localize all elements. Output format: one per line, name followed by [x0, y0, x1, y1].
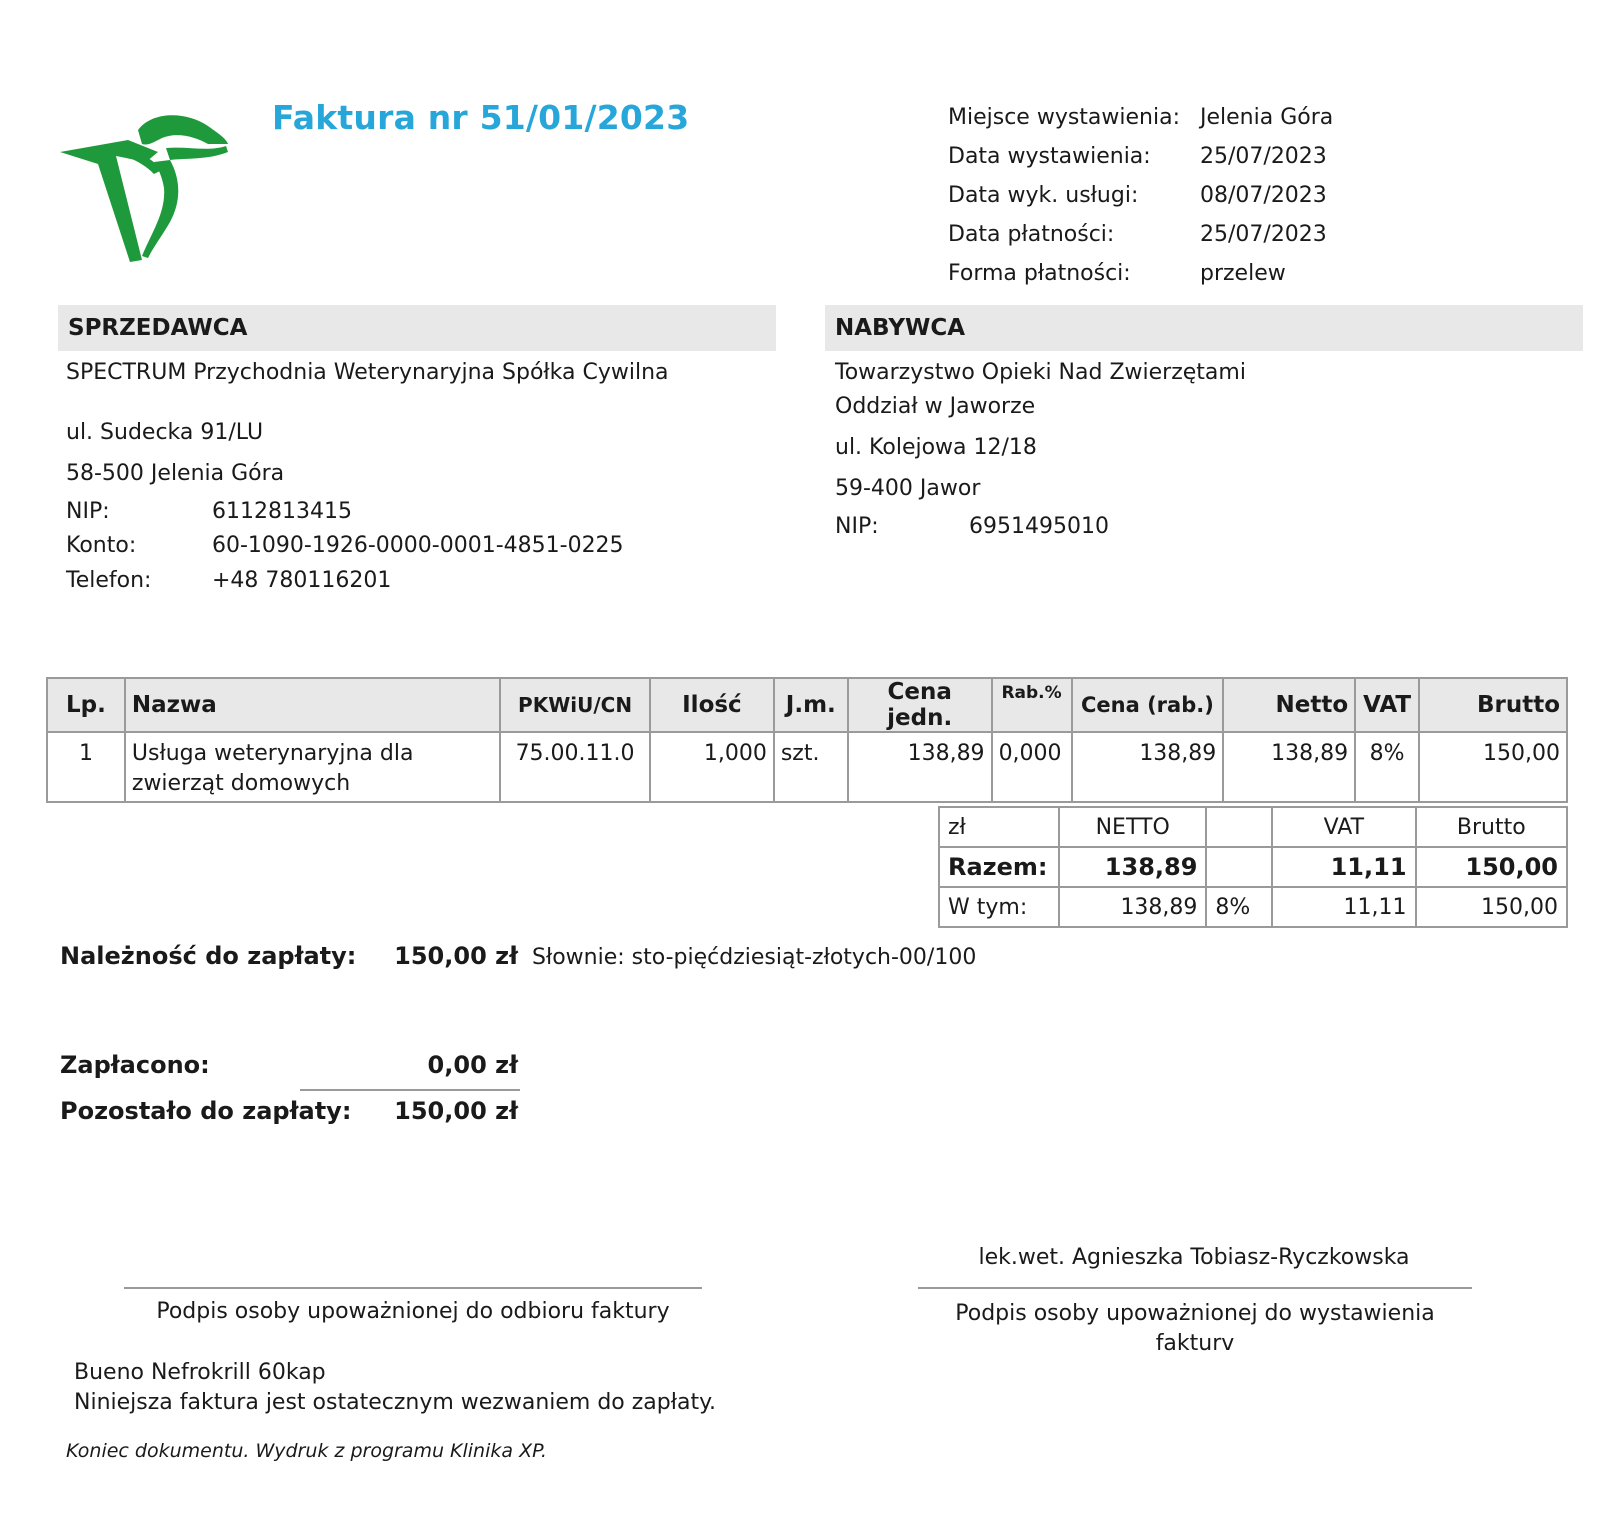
summary-total-blank	[1206, 847, 1272, 887]
col-jm: J.m.	[774, 678, 848, 732]
note-line1: Bueno Nefrokrill 60kap	[74, 1360, 326, 1385]
summary-total-brutto: 150,00	[1416, 847, 1567, 887]
cell-nazwa	[125, 732, 500, 802]
paid-value: 0,00 zł	[427, 1051, 518, 1079]
items-header-row	[47, 678, 1567, 732]
seller-phone-label: Telefon:	[66, 568, 152, 593]
meta-value: 25/07/2023	[1200, 222, 1327, 247]
buyer-name-line2: Oddział w Jaworze	[835, 394, 1036, 419]
summary-table	[938, 806, 1568, 928]
cell-netto: 138,89	[1223, 732, 1355, 802]
meta-row-issue-date	[948, 137, 1333, 176]
invoice-meta	[948, 98, 1333, 293]
seller-nip-value: 6112813415	[212, 499, 352, 524]
summary-sub-brutto: 150,00	[1416, 887, 1567, 927]
seller-phone-value: +48 780116201	[212, 568, 392, 593]
cell-ilosc: 1,000	[650, 732, 774, 802]
summary-h-blank	[1206, 807, 1272, 847]
summary-sub-netto: 138,89	[1059, 887, 1206, 927]
summary-sub-row	[939, 887, 1567, 927]
buyer-heading: NABYWCA	[825, 305, 1583, 351]
summary-sub-label: W tym:	[939, 887, 1059, 927]
meta-row-service-date	[948, 176, 1333, 215]
cell-pkwiu: 75.00.11.0	[500, 732, 650, 802]
summary-sub-vat: 11,11	[1272, 887, 1415, 927]
cell-rab: 0,000	[992, 732, 1072, 802]
col-cena-rab: Cena (rab.)	[1072, 678, 1224, 732]
cell-lp: 1	[47, 732, 125, 802]
remaining-value: 150,00 zł	[394, 1097, 518, 1125]
seller-name: SPECTRUM Przychodnia Weterynaryjna Spółka Cywilna	[66, 360, 669, 385]
buyer-nip	[835, 514, 1109, 539]
cell-nazwa-line2: zwierząt domowych	[131, 771, 351, 796]
buyer-name-line1: Towarzystwo Opieki Nad Zwierzętami	[835, 360, 1246, 385]
summary-header-row	[939, 807, 1567, 847]
paid-label: Zapłacono:	[60, 1051, 210, 1079]
col-netto: Netto	[1223, 678, 1355, 732]
seller-nip	[66, 499, 352, 524]
remaining-label: Pozostało do zapłaty:	[60, 1097, 352, 1125]
cell-cena-jedn: 138,89	[848, 732, 992, 802]
issuer-caption-line2: fakturv	[1155, 1331, 1235, 1356]
cell-nazwa-line1: Usługa weterynaryjna dla	[131, 741, 414, 766]
meta-value: 08/07/2023	[1200, 183, 1327, 208]
issuer-name: lek.wet. Agnieszka Tobiasz-Ryczkowska	[978, 1245, 1410, 1270]
summary-currency: zł	[939, 807, 1059, 847]
issuer-signature-line	[918, 1287, 1472, 1289]
seller-city: 58-500 Jelenia Góra	[66, 461, 285, 486]
meta-label: Data płatności:	[948, 222, 1115, 247]
meta-row-payment-method	[948, 254, 1333, 293]
invoice-title: Faktura nr 51/01/2023	[272, 98, 690, 137]
col-brutto: Brutto	[1419, 678, 1567, 732]
summary-total-vat: 11,11	[1272, 847, 1415, 887]
due-value: 150,00 zł	[394, 942, 518, 970]
summary-total-label: Razem:	[939, 847, 1059, 887]
cell-jm: szt.	[774, 732, 848, 802]
summary-h-brutto: Brutto	[1416, 807, 1567, 847]
buyer-nip-value: 6951495010	[969, 514, 1109, 539]
note-line2: Niniejsza faktura jest ostatecznym wezwaniem do zapłaty.	[74, 1390, 716, 1415]
document-end-note: Koniec dokumentu. Wydruk z programu Klinika XP.	[66, 1440, 547, 1462]
meta-value: 25/07/2023	[1200, 144, 1327, 169]
cell-cena-rab: 138,89	[1072, 732, 1224, 802]
receiver-signature-caption: Podpis osoby upoważnionej do odbioru faktury	[156, 1299, 670, 1324]
amount-in-words: Słownie: sto-pięćdziesiąt-złotych-00/100	[532, 945, 977, 970]
meta-row-place	[948, 98, 1333, 137]
summary-total-row	[939, 847, 1567, 887]
meta-label: Forma płatności:	[948, 261, 1131, 286]
table-row	[47, 732, 1567, 802]
seller-nip-label: NIP:	[66, 499, 110, 524]
cell-brutto: 150,00	[1419, 732, 1567, 802]
meta-label: Data wyk. usługi:	[948, 183, 1139, 208]
summary-sub-rate: 8%	[1206, 887, 1272, 927]
meta-value: Jelenia Góra	[1200, 105, 1334, 130]
buyer-city: 59-400 Jawor	[835, 476, 981, 501]
meta-value: przelew	[1200, 261, 1286, 286]
seller-account	[66, 533, 624, 558]
col-cena-jedn: Cena jedn.	[848, 678, 992, 732]
col-rab: Rab.%	[992, 678, 1072, 732]
meta-row-payment-date	[948, 215, 1333, 254]
col-pkwiu: PKWiU/CN	[500, 678, 650, 732]
seller-account-value: 60-1090-1926-0000-0001-4851-0225	[212, 533, 624, 558]
buyer-street: ul. Kolejowa 12/18	[835, 435, 1037, 460]
meta-label: Miejsce wystawienia:	[948, 105, 1180, 130]
receiver-signature-line	[124, 1287, 702, 1289]
clinic-logo	[58, 100, 233, 270]
summary-h-netto: NETTO	[1059, 807, 1206, 847]
col-ilosc: Ilość	[650, 678, 774, 732]
cell-vat: 8%	[1355, 732, 1419, 802]
issuer-signature-caption	[918, 1299, 1472, 1359]
col-lp: Lp.	[47, 678, 125, 732]
seller-account-label: Konto:	[66, 533, 137, 558]
col-vat: VAT	[1355, 678, 1419, 732]
items-table	[46, 677, 1568, 803]
notes	[74, 1358, 716, 1418]
summary-total-netto: 138,89	[1059, 847, 1206, 887]
col-nazwa: Nazwa	[125, 678, 500, 732]
summary-h-vat: VAT	[1272, 807, 1415, 847]
issuer-caption-line1: Podpis osoby upoważnionej do wystawienia	[955, 1301, 1435, 1326]
seller-phone	[66, 568, 391, 593]
seller-heading: SPRZEDAWCA	[58, 305, 776, 351]
paid-divider	[300, 1089, 520, 1091]
due-label: Należność do zapłaty:	[60, 942, 357, 970]
seller-street: ul. Sudecka 91/LU	[66, 420, 264, 445]
meta-label: Data wystawienia:	[948, 144, 1151, 169]
buyer-nip-label: NIP:	[835, 514, 879, 539]
